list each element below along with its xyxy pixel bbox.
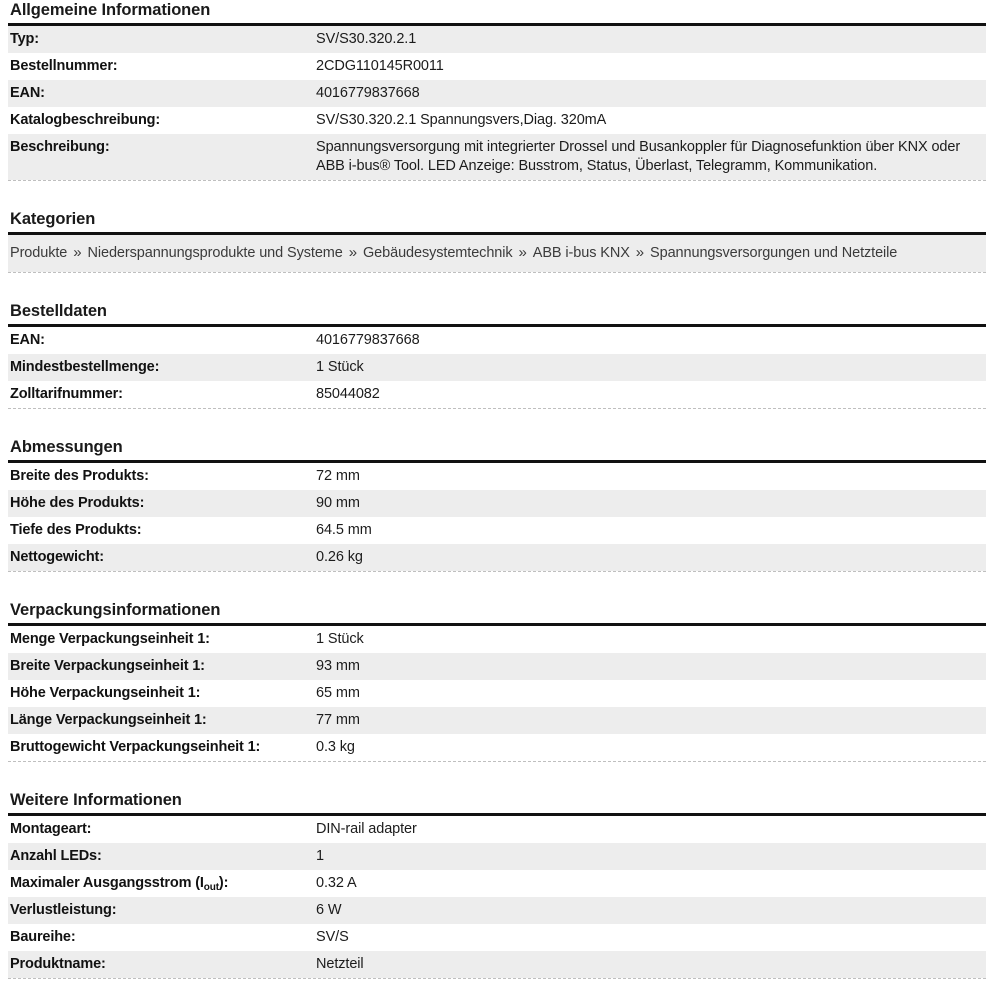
- table-row: [8, 951, 986, 978]
- row-label: Bestellnummer:: [10, 58, 118, 74]
- table-row: [8, 327, 986, 354]
- row-value: 85044082: [316, 386, 380, 402]
- row-value: 6 W: [316, 902, 342, 918]
- table-row: [8, 816, 986, 843]
- breadcrumb-item[interactable]: Niederspannungsprodukte und Systeme: [87, 245, 343, 261]
- section-bestelldaten: [8, 301, 986, 409]
- row-label: Länge Verpackungseinheit 1:: [10, 712, 207, 728]
- row-label: Produktname:: [10, 956, 106, 972]
- table-row: [8, 26, 986, 53]
- breadcrumb-item[interactable]: Produkte: [10, 245, 68, 261]
- breadcrumb-separator-icon: »: [635, 244, 645, 261]
- row-label: Tiefe des Produkts:: [10, 522, 142, 538]
- table-row: [8, 653, 986, 680]
- row-value: 0.32 A: [316, 875, 357, 891]
- breadcrumb-separator-icon: »: [348, 244, 357, 261]
- row-value: Spannungsversorgung mit integrierter Drossel und Busankoppler für Diagnosefunktion über KNX oder ABB i-bus® Tool. LED Anzeige: Busstrom, Status, Überlast, Telegramm, Kommunikation.: [316, 139, 961, 174]
- table-row: [8, 924, 986, 951]
- spacer: [8, 762, 986, 790]
- row-label: Nettogewicht:: [10, 549, 104, 565]
- row-value: 65 mm: [316, 685, 360, 701]
- row-label: Montageart:: [10, 821, 92, 837]
- spacer: [8, 273, 986, 301]
- spacer: [8, 181, 986, 209]
- section-kategorien: [8, 209, 986, 273]
- breadcrumb-item[interactable]: ABB i-bus KNX: [532, 245, 630, 261]
- spec-table-bestelldaten: [8, 327, 986, 408]
- section-title: Weitere Informationen: [10, 791, 182, 809]
- row-value: 2CDG110145R0011: [316, 58, 444, 74]
- spec-table-weitere-informationen: [8, 816, 986, 978]
- row-value: DIN-rail adapter: [316, 821, 417, 837]
- row-label: Baureihe:: [10, 929, 76, 945]
- row-label: EAN:: [10, 332, 45, 348]
- table-row: [8, 80, 986, 107]
- breadcrumb-separator-icon: »: [73, 244, 82, 261]
- row-label: Anzahl LEDs:: [10, 848, 102, 864]
- section-end-divider: [8, 978, 986, 979]
- section-weitere-informationen: [8, 790, 986, 979]
- row-value: 1 Stück: [316, 359, 364, 375]
- breadcrumb: [8, 235, 986, 272]
- spec-table-allgemeine-informationen: [8, 26, 986, 180]
- section-title: Bestelldaten: [10, 302, 107, 320]
- table-row: [8, 107, 986, 134]
- breadcrumb-item[interactable]: Spannungsversorgungen und Netzteile: [650, 245, 898, 261]
- row-value: 72 mm: [316, 468, 360, 484]
- section-title: Verpackungsinformationen: [10, 601, 221, 619]
- table-row: [8, 544, 986, 571]
- row-label: Zolltarifnummer:: [10, 386, 123, 402]
- row-value: 93 mm: [316, 658, 360, 674]
- spec-table-abmessungen: [8, 463, 986, 571]
- row-label: Breite Verpackungseinheit 1:: [10, 658, 205, 674]
- row-value: 4016779837668: [316, 332, 420, 348]
- table-row: [8, 490, 986, 517]
- breadcrumb-separator-icon: »: [518, 244, 527, 261]
- row-label: Menge Verpackungseinheit 1:: [10, 631, 210, 647]
- table-row: [8, 843, 986, 870]
- section-verpackungsinformationen: [8, 600, 986, 762]
- row-label: EAN:: [10, 85, 45, 101]
- row-value: 0.3 kg: [316, 739, 355, 755]
- row-label: Beschreibung:: [10, 139, 110, 155]
- row-value: 4016779837668: [316, 85, 420, 101]
- table-row: [8, 381, 986, 408]
- row-label: Verlustleistung:: [10, 902, 117, 918]
- spacer: [8, 409, 986, 437]
- table-row: [8, 626, 986, 653]
- table-row: [8, 463, 986, 490]
- row-label: Höhe Verpackungseinheit 1:: [10, 685, 201, 701]
- row-label: Katalogbeschreibung:: [10, 112, 161, 128]
- table-row: [8, 134, 986, 180]
- table-row: [8, 707, 986, 734]
- row-value: 0.26 kg: [316, 549, 363, 565]
- row-value: 64.5 mm: [316, 522, 372, 538]
- row-label: Bruttogewicht Verpackungseinheit 1:: [10, 739, 261, 755]
- row-value: 90 mm: [316, 495, 360, 511]
- table-row: [8, 897, 986, 924]
- section-title: Allgemeine Informationen: [10, 1, 211, 19]
- row-value: Netzteil: [316, 956, 364, 972]
- row-label-max-output-current: Maximaler Ausgangsstrom $(I_{out})$:: [10, 875, 229, 893]
- table-row: [8, 680, 986, 707]
- table-row: [8, 53, 986, 80]
- row-value: SV/S: [316, 929, 349, 945]
- section-abmessungen: [8, 437, 986, 572]
- row-value: SV/S30.320.2.1 Spannungsvers,Diag. 320mA: [316, 112, 607, 128]
- section-title: Abmessungen: [10, 438, 123, 456]
- table-row: [8, 870, 986, 897]
- spec-table-verpackungsinformationen: [8, 626, 986, 761]
- table-row: [8, 517, 986, 544]
- spacer: [8, 572, 986, 600]
- row-value: 77 mm: [316, 712, 360, 728]
- row-value: 1 Stück: [316, 631, 364, 647]
- section-allgemeine-informationen: [8, 0, 986, 181]
- row-value: 1: [316, 848, 324, 864]
- row-label: Typ:: [10, 31, 39, 47]
- row-label: Höhe des Produkts:: [10, 495, 145, 511]
- table-row: [8, 354, 986, 381]
- table-row: [8, 734, 986, 761]
- section-title: Kategorien: [10, 210, 96, 228]
- row-label: Breite des Produkts:: [10, 468, 149, 484]
- row-value: SV/S30.320.2.1: [316, 31, 417, 47]
- breadcrumb-item[interactable]: Gebäudesystemtechnik: [363, 245, 513, 261]
- row-label: Mindestbestellmenge:: [10, 359, 160, 375]
